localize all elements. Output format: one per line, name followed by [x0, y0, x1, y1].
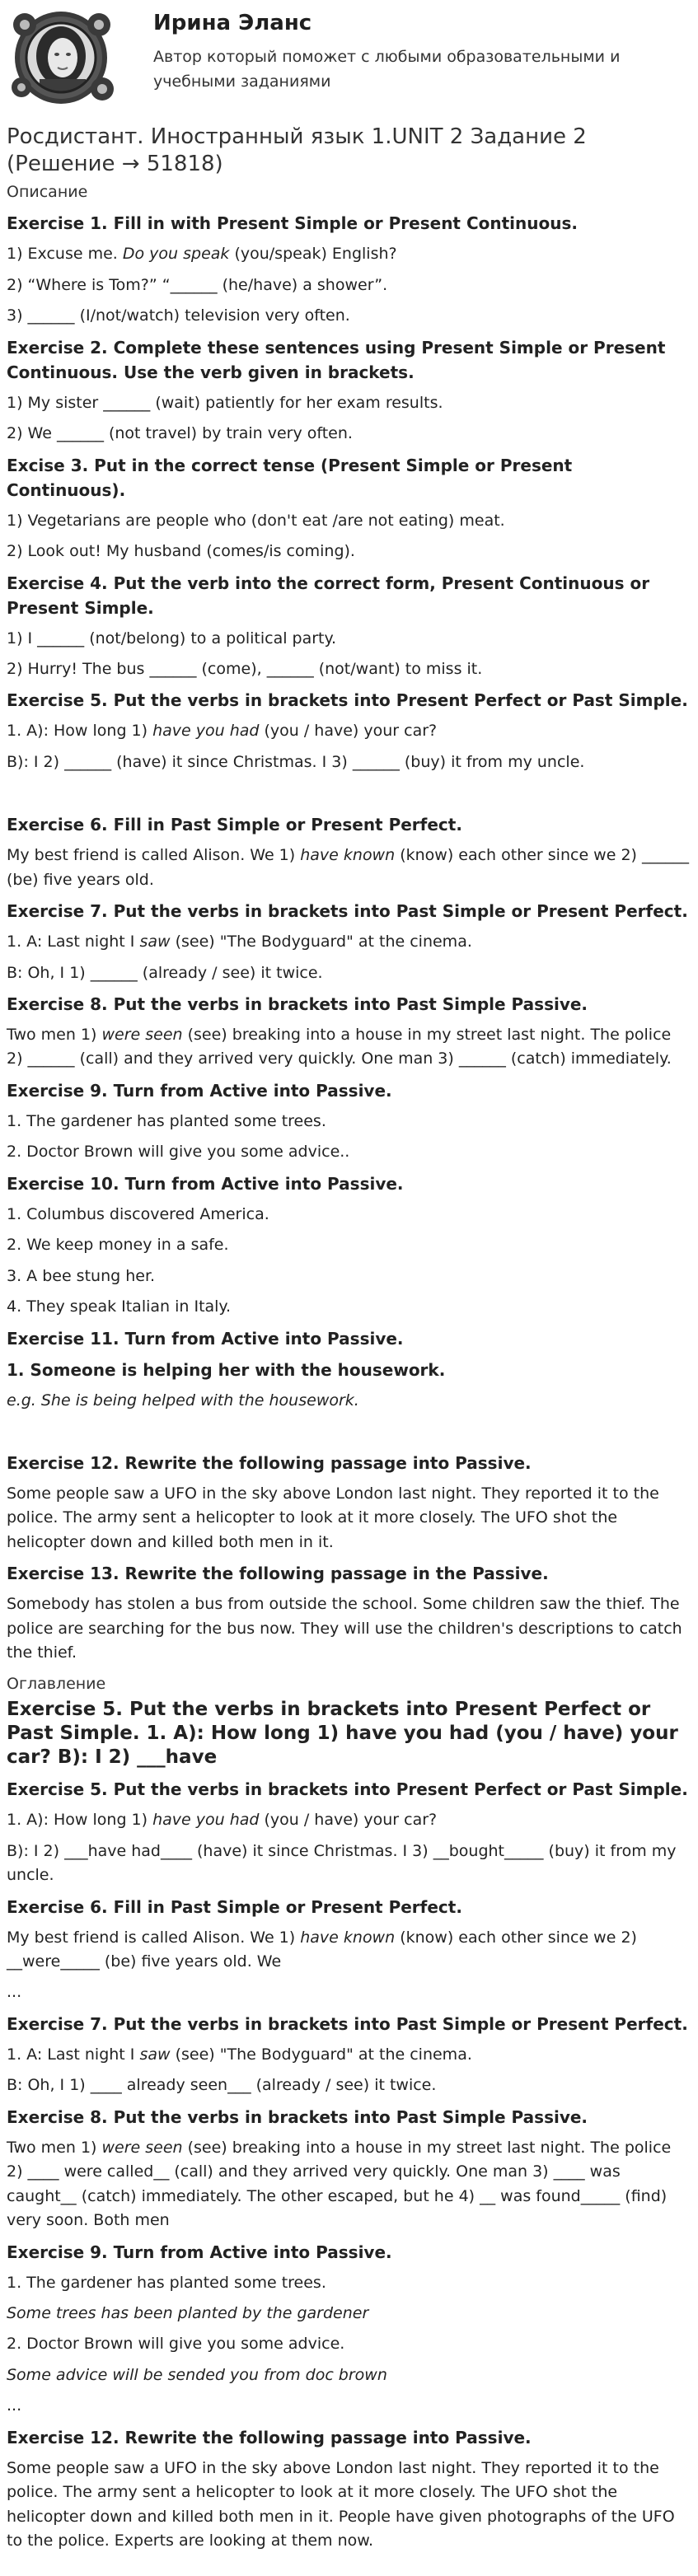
exercise-line — [7, 1389, 691, 1413]
exercise-line: 3) ______ (I/not/watch) television very often. — [7, 306, 350, 325]
spacer — [7, 781, 691, 806]
exercise-heading: Exercise 5. Put the verbs in brackets into Present Perfect or Past Simple. — [7, 690, 688, 711]
ellipsis: ... — [7, 2396, 22, 2415]
italic-text: have you had — [152, 722, 260, 741]
line-text: 1. A): How long 1) — [7, 1811, 153, 1830]
line-text: My best friend is called Alison. We 1) — [7, 1928, 301, 1947]
exercise-line: Some people saw a UFO in the sky above London last night. They reported it to the police. The army sent a helicopter to look at it more closely. The UFO shot the helicopter down and killed both men in it. — [7, 1484, 659, 1551]
italic-text: Do you speak — [122, 245, 230, 264]
exercise-line: 2. Doctor Brown will give you some advice. — [7, 2335, 345, 2354]
exercise-line: 2) Look out! My husband (comes/is coming). — [7, 542, 355, 561]
line-text: (you / have) your car? — [259, 1811, 438, 1830]
exercise-heading: Exercise 2. Complete these sentences using Present Simple or Present Continuous. Use the verb given in brackets. — [7, 337, 666, 382]
italic-text: e.g. She is being helped with the housework. — [7, 1391, 359, 1410]
italic-text: Some advice will be sended you from doc brown — [7, 2365, 387, 2384]
italic-text: saw — [139, 2045, 171, 2064]
toc-heading: Exercise 5. Put the verbs in brackets into Present Perfect or Past Simple. 1. A): How long 1) have you had (you / have) your car? B): I 2) ___have — [7, 1699, 678, 1768]
avatar-image — [7, 7, 122, 105]
exercise-heading: Exercise 4. Put the verb into the correct form, Present Continuous or Present Simple. — [7, 573, 650, 618]
exercise-line: 4. They speak Italian in Italy. — [7, 1297, 232, 1316]
author-description: Автор который поможет с любыми образовательными и учебными заданиями — [153, 47, 621, 91]
toc-label: Оглавление — [7, 1674, 106, 1693]
exercise-heading: Excise 3. Put in the correct tense (Present Simple or Present Continuous). — [7, 455, 573, 500]
exercise-line: 2. We keep money in a safe. — [7, 1236, 229, 1255]
italic-text: have known — [300, 1928, 396, 1947]
exercise-heading: Exercise 10. Turn from Active into Passive. — [7, 1173, 404, 1194]
line-text: (know) each other since we 2) ______ (be) five years old. — [7, 846, 689, 889]
exercise-line: B: Oh, I 1) ______ (already / see) it twice. — [7, 963, 323, 982]
exercise-line — [7, 2302, 691, 2326]
exercise-subheading: 1. Someone is helping her with the housework. — [7, 1359, 446, 1380]
author-name[interactable]: Ирина Эланс — [153, 11, 312, 35]
exercise-line — [7, 844, 691, 892]
italic-text: saw — [139, 933, 171, 951]
exercise-line — [7, 930, 691, 954]
italic-text: were seen — [101, 2138, 183, 2157]
line-text: Two men 1) — [7, 2138, 102, 2157]
ellipsis: ... — [7, 1983, 22, 2002]
exercise-line: 1. The gardener has planted some trees. — [7, 1111, 326, 1130]
exercise-line — [7, 242, 691, 266]
exercise-line: 2) “Where is Tom?” “______ (he/have) a shower”. — [7, 275, 388, 294]
exercise-line — [7, 719, 691, 743]
exercise-heading: Exercise 9. Turn from Active into Passive. — [7, 1080, 392, 1101]
exercise-line: B): I 2) ______ (have) it since Christmas. I 3) ______ (buy) it from my uncle. — [7, 752, 585, 771]
exercise-line: 2) Hurry! The bus ______ (come), ______ (not/want) to miss it. — [7, 659, 483, 678]
line-text: (see) breaking into a house in my street last night. The police 2) ____ were called__ (call) and they arrived very quickly. One man 3) ____ was caught__ (catch) immediately. The other escaped, but he 4) __ was found_____ (find) very soon. Both men — [7, 2138, 672, 2230]
line-text: (see) "The Bodyguard" at the cinema. — [170, 933, 472, 951]
exercise-heading: Exercise 6. Fill in Past Simple or Present Perfect. — [7, 815, 462, 835]
exercise-line: 1) I ______ (not/belong) to a political party. — [7, 629, 337, 648]
toc-section — [7, 1698, 691, 2553]
exercise-line: 1. Columbus discovered America. — [7, 1204, 269, 1223]
exercise-heading: Exercise 6. Fill in Past Simple or Present Perfect. — [7, 1896, 462, 1917]
italic-text: Some trees has been planted by the gardener — [7, 2303, 369, 2322]
line-text: 1. A): How long 1) — [7, 722, 153, 741]
exercise-line: Some people saw a UFO in the sky above London last night. They reported it to the police. The army sent a helicopter to look at it more closely. The UFO shot the helicopter down and killed both men in it. People have given photographs of the UFO to the police. Experts are looking at them now. — [7, 2458, 675, 2550]
italic-text: have you had — [152, 1811, 260, 1830]
exercise-heading: Exercise 9. Turn from Active into Passive. — [7, 2242, 392, 2262]
exercise-heading: Exercise 1. Fill in with Present Simple or Present Continuous. — [7, 213, 578, 234]
line-text: 1) Excuse me. — [7, 245, 123, 264]
exercise-heading: Exercise 8. Put the verbs in brackets into Past Simple Passive. — [7, 2106, 588, 2127]
author-avatar[interactable] — [7, 7, 122, 105]
exercise-heading: Exercise 8. Put the verbs in brackets into Past Simple Passive. — [7, 994, 588, 1014]
exercise-heading: Exercise 7. Put the verbs in brackets into Past Simple or Present Perfect. — [7, 2013, 688, 2034]
italic-text: were seen — [101, 1026, 183, 1044]
spacer — [7, 1419, 691, 1444]
exercise-line — [7, 2136, 691, 2233]
exercise-heading: Exercise 13. Rewrite the following passage in the Passive. — [7, 1564, 549, 1584]
exercise-line: B: Oh, I 1) ____ already seen___ (already / see) it twice. — [7, 2076, 437, 2095]
line-text: Two men 1) — [7, 1026, 102, 1044]
description-section — [7, 211, 691, 1665]
exercise-heading: Exercise 12. Rewrite the following passage into Passive. — [7, 2427, 532, 2447]
line-text: My best friend is called Alison. We 1) — [7, 846, 301, 865]
exercise-line — [7, 1023, 691, 1072]
exercise-line: 1. The gardener has planted some trees. — [7, 2273, 326, 2292]
exercise-line: 1) My sister ______ (wait) patiently for her exam results. — [7, 393, 443, 412]
line-text: (you/speak) English? — [229, 245, 397, 264]
line-text: 1. A: Last night I — [7, 2045, 140, 2064]
italic-text: have known — [300, 846, 396, 865]
exercise-line — [7, 1926, 691, 1975]
exercise-line: B): I 2) ___have had____ (have) it since Christmas. I 3) __bought_____ (buy) it from my uncle. — [7, 1841, 677, 1885]
exercise-line: 1) Vegetarians are people who (don't eat /are not eating) meat. — [7, 511, 505, 530]
author-info — [153, 10, 681, 95]
exercise-line: 2. Doctor Brown will give you some advice.. — [7, 1143, 350, 1162]
exercise-heading: Exercise 7. Put the verbs in brackets into Past Simple or Present Perfect. — [7, 901, 688, 922]
exercise-line — [7, 1808, 691, 1832]
author-block — [7, 7, 691, 112]
description-label: Описание — [7, 183, 88, 201]
line-text: (see) breaking into a house in my street last night. The police 2) ______ (call) and they arrived very quickly. One man 3) ______ (catch) immediately. — [7, 1026, 672, 1068]
exercise-line — [7, 2043, 691, 2067]
exercise-line — [7, 2363, 691, 2387]
line-text: (see) "The Bodyguard" at the cinema. — [170, 2045, 472, 2064]
exercise-heading: Exercise 5. Put the verbs in brackets into Present Perfect or Past Simple. — [7, 1779, 688, 1800]
line-text: 1. A: Last night I — [7, 933, 140, 951]
page-title: Росдистант. Иностранный язык 1.UNIT 2 Задание 2 (Решение → 51818) — [7, 124, 587, 176]
exercise-line: 3. A bee stung her. — [7, 1266, 156, 1285]
line-text: (know) each other since we 2) __were_____ (be) five years old. We — [7, 1928, 637, 1971]
exercise-line: 2) We ______ (not travel) by train very often. — [7, 424, 353, 443]
exercise-heading: Exercise 11. Turn from Active into Passive. — [7, 1328, 404, 1349]
exercise-line: Somebody has stolen a bus from outside the school. Some children saw the thief. The police are searching for the bus now. They will use the children's descriptions to catch the thief. — [7, 1595, 682, 1662]
exercise-heading: Exercise 12. Rewrite the following passage into Passive. — [7, 1452, 532, 1473]
line-text: (you / have) your car? — [259, 722, 438, 741]
